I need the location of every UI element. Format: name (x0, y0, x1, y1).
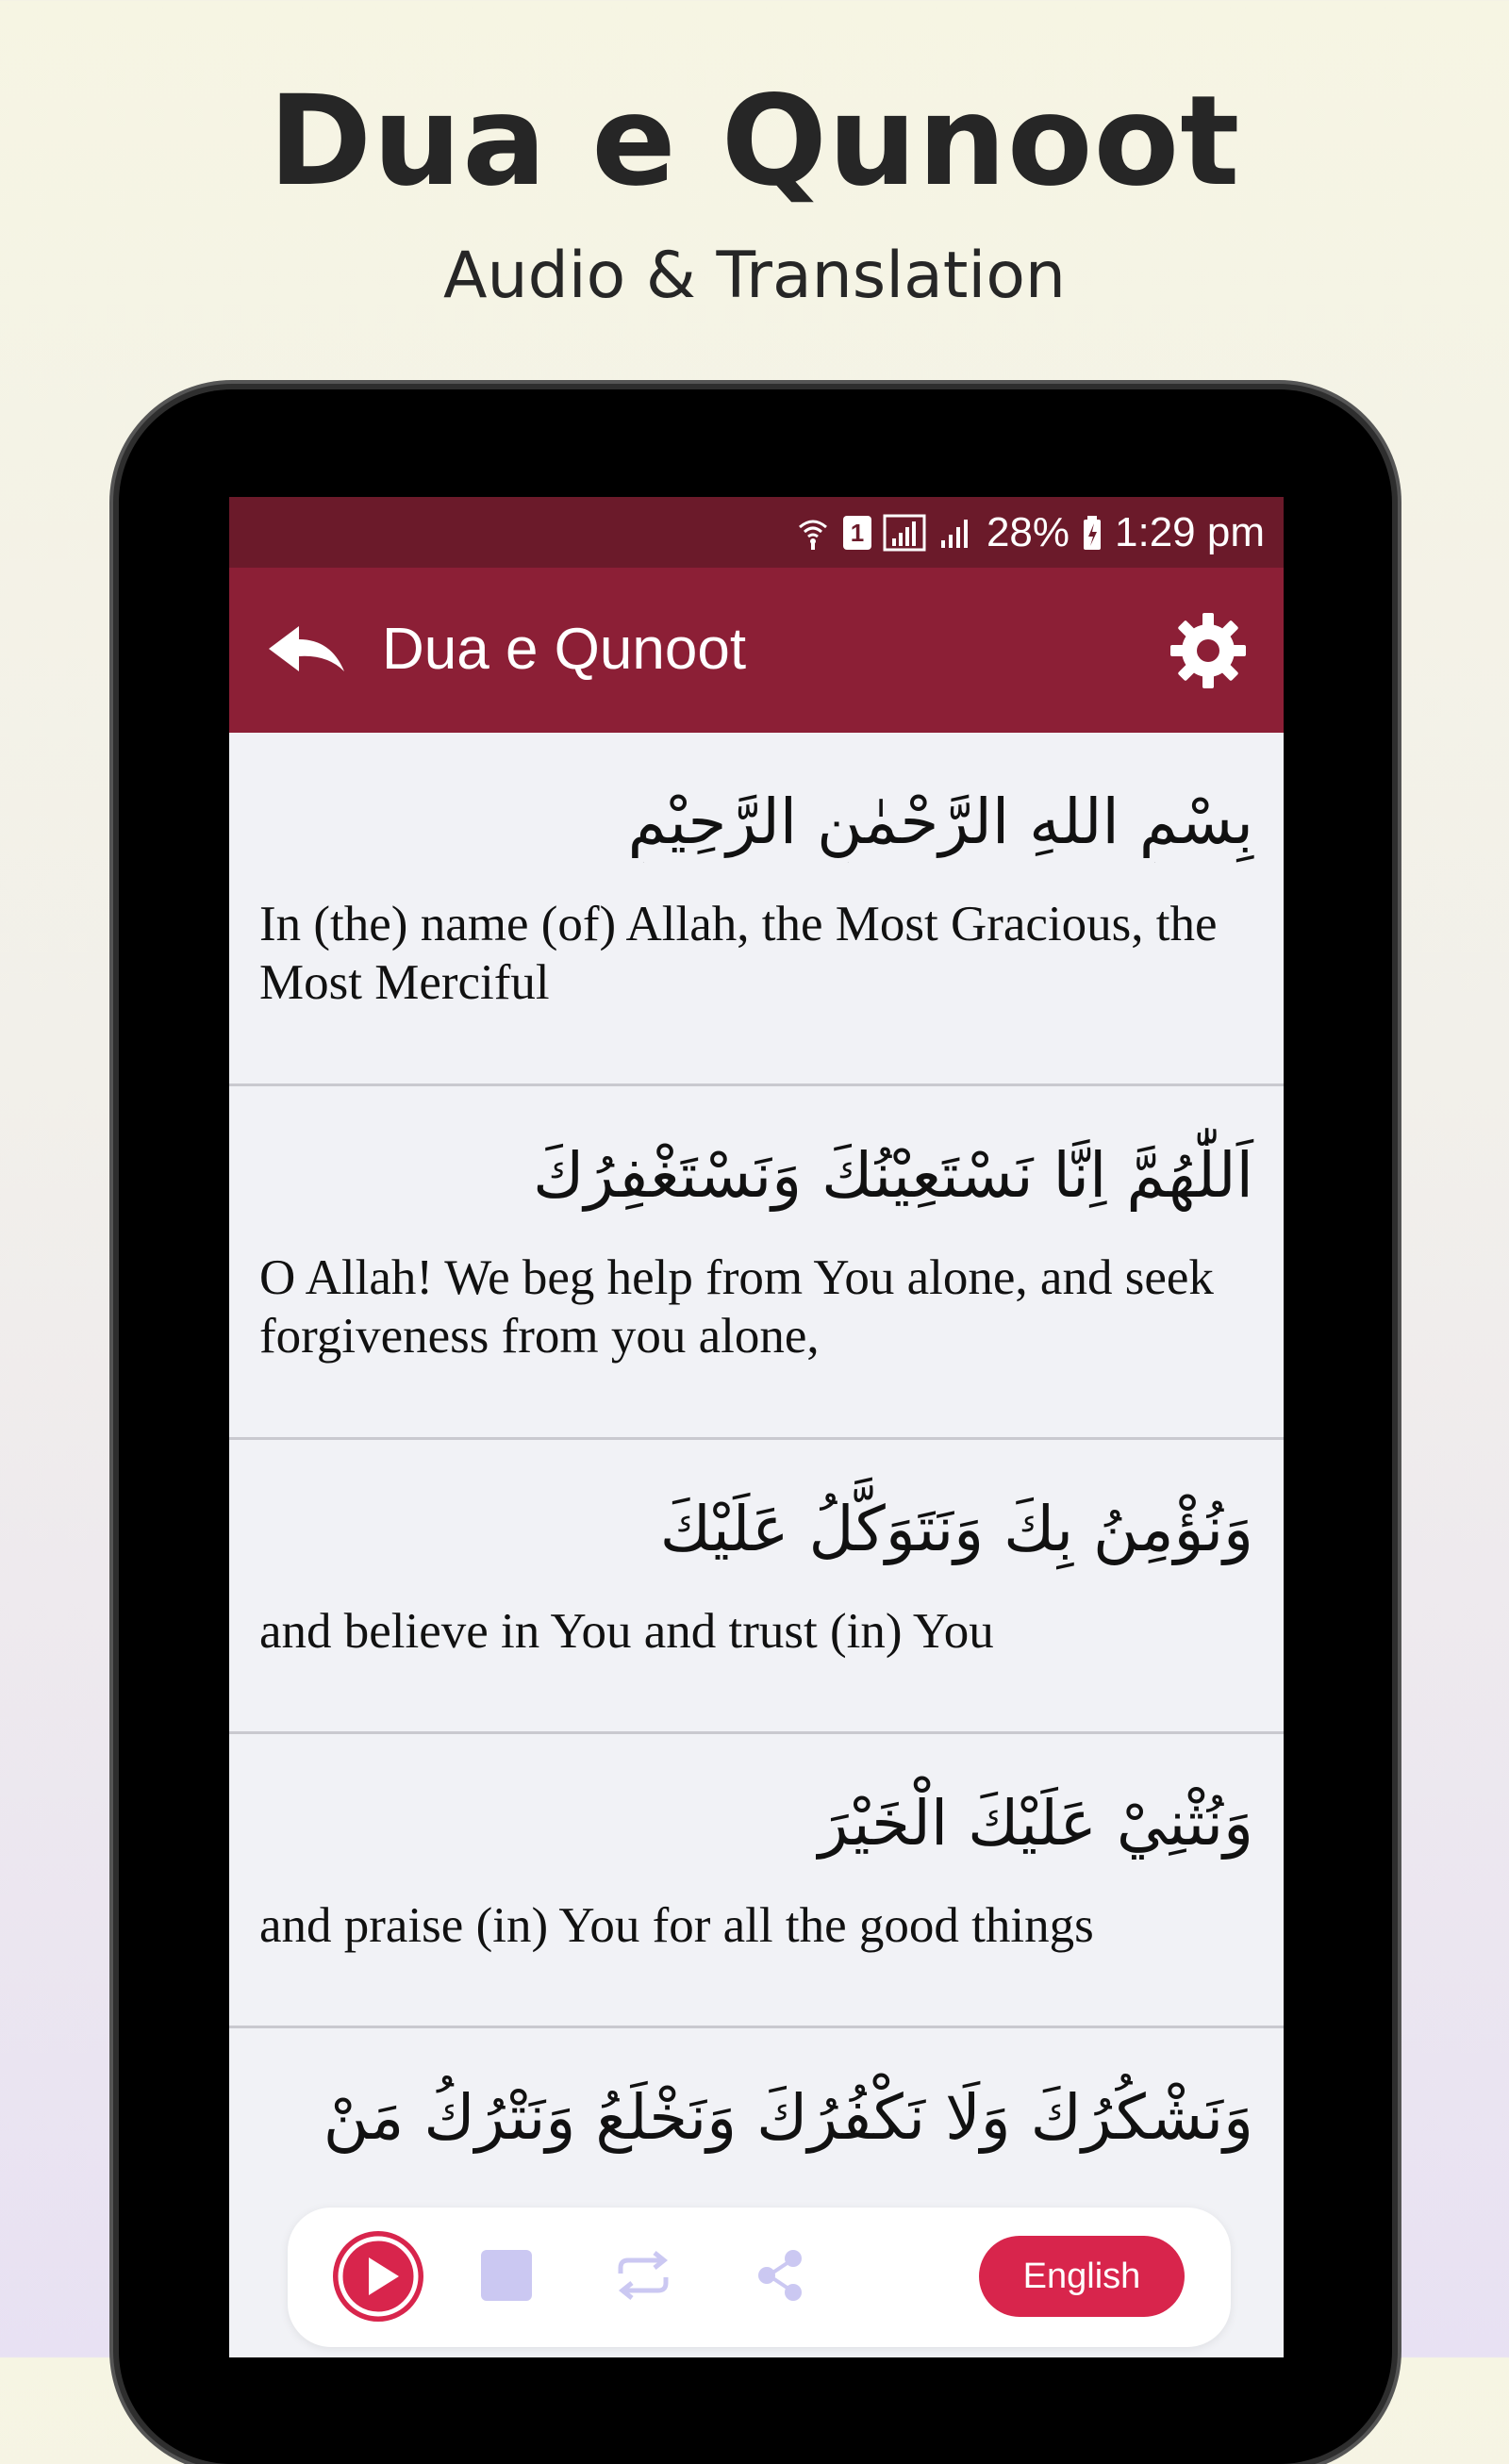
sim-icon: 1 (843, 516, 871, 550)
dua-item[interactable] (229, 1440, 1284, 1734)
dua-arabic-text: وَنَشْكُرُكَ وَلَا نَكْفُرُكَ وَنَخْلَعُ وَنَتْرُكُ مَنْ (323, 2081, 1253, 2154)
play-icon (333, 2231, 423, 2322)
share-icon (750, 2245, 810, 2306)
settings-button[interactable] (1169, 611, 1248, 690)
repeat-icon (613, 2245, 673, 2306)
signal-icon (883, 514, 926, 552)
audio-player-bar (288, 2208, 1231, 2347)
promo-title: Dua e Qunoot (268, 69, 1241, 214)
battery-percent: 28% (986, 508, 1070, 555)
dua-list (229, 733, 1284, 2357)
dua-translation: and believe in You and trust (in) You (259, 1603, 994, 1659)
gear-icon (1169, 611, 1248, 690)
back-button[interactable] (265, 622, 350, 679)
app-screen (229, 497, 1284, 2357)
dua-translation: O Allah! We beg help from You alone, and seek forgiveness from you alone, (259, 1249, 1214, 1364)
dua-arabic-text: وَنُثْنِيْ عَلَيْكَ الْخَيْرَ (818, 1787, 1253, 1860)
dua-translation (229, 2158, 1284, 2191)
dua-translation: and praise (in) You for all the good things (259, 1897, 1094, 1953)
promo-subtitle: Audio & Translation (442, 239, 1067, 313)
app-toolbar (229, 568, 1284, 733)
dua-translation: In (the) name (of) Allah, the Most Gracious, the Most Merciful (259, 896, 1218, 1011)
language-button[interactable]: English (979, 2236, 1185, 2317)
clock: 1:29 pm (1115, 508, 1265, 555)
page-title: Dua e Qunoot (382, 617, 747, 682)
dua-arabic-text: بِسْمِ اللهِ الرَّحْمٰنِ الرَّحِيْمِ (627, 786, 1253, 858)
dua-item[interactable] (229, 733, 1284, 1086)
wifi-hotspot-icon (794, 514, 832, 552)
stop-button[interactable] (481, 2250, 532, 2301)
signal-icon (937, 514, 975, 552)
battery-charging-icon (1081, 514, 1103, 552)
dua-item[interactable] (229, 1734, 1284, 2028)
back-arrow-icon (265, 622, 350, 679)
dua-arabic-text: اَللّٰهُمَّ اِنَّا نَسْتَعِيْنُكَ وَنَسْتَغْفِرُكَ (533, 1139, 1253, 1212)
share-button[interactable] (750, 2245, 810, 2306)
repeat-button[interactable] (613, 2245, 673, 2306)
dua-arabic-text: وَنُؤْمِنُ بِكَ وَنَتَوَكَّلُ عَلَيْكَ (659, 1493, 1253, 1565)
status-bar (229, 497, 1284, 568)
play-button[interactable] (333, 2231, 423, 2322)
dua-item[interactable] (229, 1086, 1284, 1440)
